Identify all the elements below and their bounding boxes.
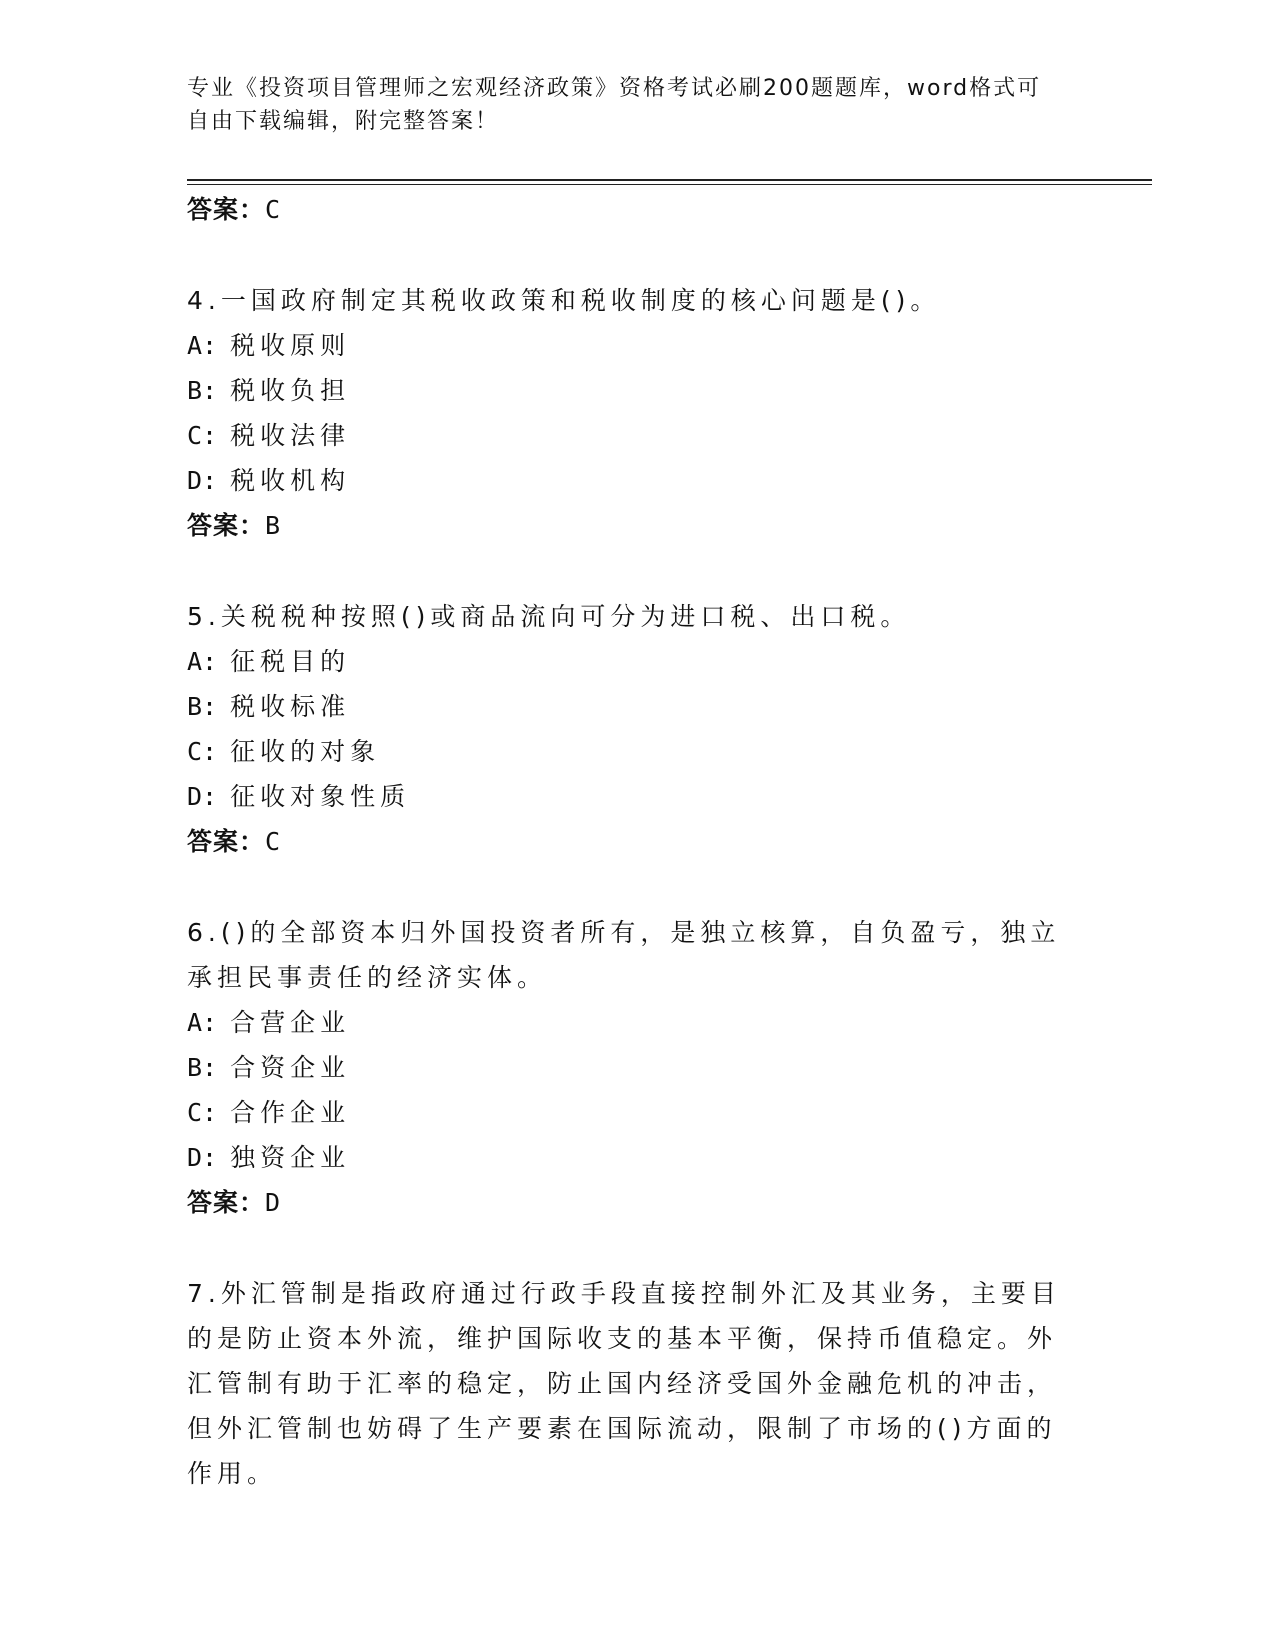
option-d xyxy=(187,774,1067,819)
option-text: 征税目的 xyxy=(230,647,351,676)
question-block xyxy=(187,594,1067,864)
option-d xyxy=(187,458,1067,503)
option-b xyxy=(187,368,1067,413)
option-text: 税收原则 xyxy=(230,331,351,360)
option-text: 征收对象性质 xyxy=(230,782,411,811)
option-text: 合作企业 xyxy=(230,1098,351,1127)
option-key: C: xyxy=(187,421,218,450)
question-text: 6.()的全部资本归外国投资者所有，是独立核算，自负盈亏，独立承担民事责任的经济实体。 xyxy=(187,918,1061,992)
option-key: A: xyxy=(187,331,218,360)
answer-label: 答案： xyxy=(187,1188,266,1217)
answer-line xyxy=(187,1180,1067,1225)
spacer xyxy=(187,864,1067,910)
option-key: B: xyxy=(187,376,218,405)
option-text: 税收标准 xyxy=(230,692,351,721)
option-a xyxy=(187,1000,1067,1045)
option-key: B: xyxy=(187,1053,218,1082)
question-text: 5.关税税种按照()或商品流向可分为进口税、出口税。 xyxy=(187,602,911,631)
question-block xyxy=(187,278,1067,548)
option-text: 独资企业 xyxy=(230,1143,351,1172)
option-key: A: xyxy=(187,647,218,676)
spacer xyxy=(187,548,1067,594)
answer-line xyxy=(187,503,1067,548)
answer-label: 答案： xyxy=(187,195,266,224)
option-text: 税收负担 xyxy=(230,376,351,405)
option-d xyxy=(187,1135,1067,1180)
document-body xyxy=(187,187,1067,1496)
option-key: B: xyxy=(187,692,218,721)
option-b xyxy=(187,1045,1067,1090)
question-block xyxy=(187,910,1067,1225)
option-c xyxy=(187,1090,1067,1135)
question-block xyxy=(187,1271,1067,1496)
option-key: D: xyxy=(187,782,218,811)
spacer xyxy=(187,1225,1067,1271)
answer-line xyxy=(187,187,1067,232)
question-text: 4.一国政府制定其税收政策和税收制度的核心问题是()。 xyxy=(187,286,941,315)
spacer xyxy=(187,232,1067,278)
option-text: 合资企业 xyxy=(230,1053,351,1082)
page-header-title: 专业《投资项目管理师之宏观经济政策》资格考试必刷200题题库，word格式可 自由下载编辑，附完整答案！ xyxy=(187,76,1042,134)
question-text: 7.外汇管制是指政府通过行政手段直接控制外汇及其业务，主要目的是防止资本外流，维护国际收支的基本平衡，保持币值稳定。外汇管制有助于汇率的稳定，防止国内经济受国外金融危机的冲击，但外汇管制也妨碍了生产要素在国际流动，限制了市场的()方面的作用。 xyxy=(187,1279,1061,1488)
option-c xyxy=(187,413,1067,458)
header-divider-thin xyxy=(187,184,1152,185)
answer-value: B xyxy=(265,511,282,540)
answer-line xyxy=(187,819,1067,864)
option-text: 征收的对象 xyxy=(230,737,381,766)
option-a xyxy=(187,323,1067,368)
header-divider xyxy=(187,179,1152,181)
option-text: 合营企业 xyxy=(230,1008,351,1037)
answer-value: C xyxy=(265,827,282,856)
answer-label: 答案： xyxy=(187,827,266,856)
option-text: 税收机构 xyxy=(230,466,351,495)
option-key: A: xyxy=(187,1008,218,1037)
option-key: C: xyxy=(187,1098,218,1127)
answer-value: C xyxy=(265,195,282,224)
option-key: D: xyxy=(187,466,218,495)
option-key: D: xyxy=(187,1143,218,1172)
option-b xyxy=(187,684,1067,729)
option-key: C: xyxy=(187,737,218,766)
option-c xyxy=(187,729,1067,774)
answer-label: 答案： xyxy=(187,511,266,540)
option-a xyxy=(187,639,1067,684)
option-text: 税收法律 xyxy=(230,421,351,450)
answer-value: D xyxy=(265,1188,282,1217)
